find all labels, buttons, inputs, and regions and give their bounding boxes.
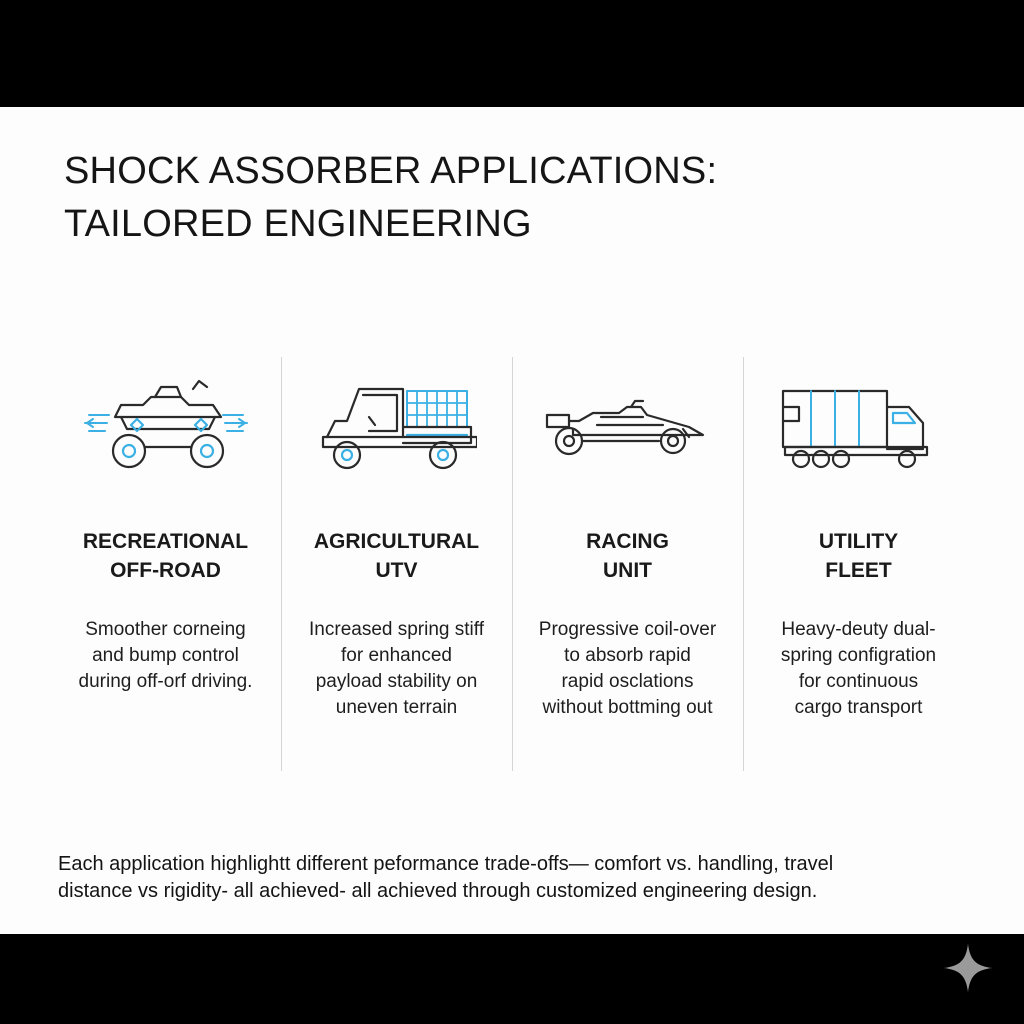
race-car-icon (543, 377, 713, 477)
application-description: Progressive coil-over to absorb rapid rapid osclations without bottming out (538, 619, 717, 718)
title-line-2: TAILORED ENGINEERING (64, 203, 532, 245)
application-description: Heavy-deuty dual- spring configration for continuous cargo transport (780, 619, 937, 718)
application-heading: RACING UNIT (586, 530, 669, 582)
page-title (64, 145, 717, 251)
application-description: Smoother corneing and bump control during off-orf driving. (78, 619, 253, 692)
truck-icon (779, 377, 939, 477)
slide (0, 107, 1024, 934)
application-heading: AGRICULTURAL UTV (313, 530, 480, 582)
application-racing (512, 357, 743, 771)
utv-icon (317, 377, 477, 477)
application-utility (743, 357, 974, 771)
application-heading: UTILITY FLEET (818, 530, 899, 582)
application-description: Increased spring stiff for enhanced payload stability on uneven terrain (309, 619, 484, 718)
summary-text: Each application highlightt different peformance trade-offs— comfort vs. handling, travel distance vs rigidity- all achieved- all achieved through customized engineering design. (58, 853, 834, 902)
application-agricultural (281, 357, 512, 771)
title-line-1: SHOCK ASSORBER APPLICATIONS: (64, 150, 718, 192)
atv-icon (81, 377, 251, 477)
application-heading: RECREATIONAL OFF-ROAD (82, 530, 249, 582)
application-recreational (50, 357, 281, 771)
sparkle-icon (942, 942, 994, 994)
applications-grid (0, 357, 1024, 771)
